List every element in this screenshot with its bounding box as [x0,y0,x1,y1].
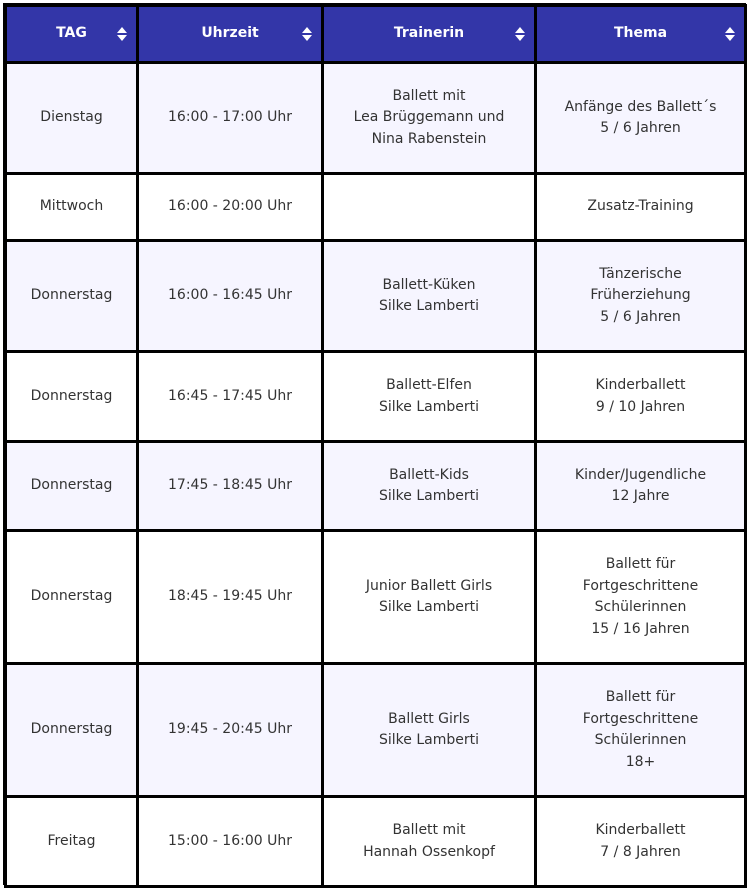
table-row [6,664,746,797]
cell-trainerin-line: Ballett mit [392,87,466,104]
cell-tag: Donnerstag [6,664,138,797]
cell-trainerin-line: Junior Ballett Girls [365,577,493,594]
header-tag[interactable] [6,6,138,63]
cell-trainerin-line: Silke Lamberti [379,488,479,504]
header-label: Trainerin [393,25,465,42]
table-row [6,241,746,352]
cell-tag: Donnerstag [6,241,138,352]
cell-trainerin [323,442,536,531]
cell-tag: Dienstag [6,63,138,174]
header-trainerin[interactable] [323,6,536,63]
cell-trainerin [323,664,536,797]
table-row [6,174,746,241]
cell-thema-line: Tänzerische [599,265,682,282]
cell-thema [536,442,746,531]
sort-arrows-icon [725,26,735,42]
cell-tag: Donnerstag [6,352,138,442]
cell-trainerin [323,531,536,664]
cell-thema-line: 5 / 6 Jahren [600,120,681,136]
schedule-table [4,4,747,888]
table-row [6,442,746,531]
table-row [6,531,746,664]
cell-thema [536,63,746,174]
cell-thema-line: 15 / 16 Jahren [591,620,690,637]
header-label: Thema [613,25,668,42]
cell-trainerin [323,174,536,241]
cell-thema-line: 5 / 6 Jahren [600,308,681,325]
cell-trainerin [323,63,536,174]
cell-trainerin-line: Ballett mit [392,822,466,838]
cell-uhrzeit: 16:00 - 20:00 Uhr [138,174,323,241]
cell-tag: Donnerstag [6,442,138,531]
cell-trainerin-line: Silke Lamberti [379,298,479,314]
cell-thema-line: Kinderballett [595,377,686,393]
cell-trainerin-line: Ballett-Kids [389,466,469,483]
cell-thema-line: 18+ [625,753,656,770]
cell-tag: Donnerstag [6,531,138,664]
cell-thema [536,352,746,442]
cell-thema [536,531,746,664]
sort-arrows-icon [117,26,127,42]
cell-trainerin-line: Ballett-Küken [382,276,476,293]
cell-uhrzeit: 16:00 - 17:00 Uhr [138,63,323,174]
cell-trainerin-line: Ballett Girls [388,710,470,727]
cell-thema-line: Schülerinnen [594,599,687,615]
cell-trainerin-line: Silke Lamberti [379,398,479,415]
cell-trainerin [323,797,536,887]
cell-uhrzeit: 17:45 - 18:45 Uhr [138,442,323,531]
cell-thema-line: Kinderballett [595,822,686,838]
cell-thema-line: Zusatz-Training [587,198,694,215]
cell-trainerin-line: Silke Lamberti [379,599,479,615]
cell-uhrzeit: 18:45 - 19:45 Uhr [138,531,323,664]
cell-trainerin-line: Nina Rabenstein [371,130,487,147]
cell-uhrzeit: 16:00 - 16:45 Uhr [138,241,323,352]
header-thema[interactable] [536,6,746,63]
cell-thema-line: Früherziehung [590,287,691,304]
cell-thema-line: Ballett für [605,689,676,705]
sort-arrows-icon [515,26,525,42]
cell-trainerin-line: Lea Brüggemann und [353,109,505,126]
cell-thema-line: 7 / 8 Jahren [600,843,681,860]
cell-thema-line: Fortgeschrittene [582,710,699,727]
header-uhrzeit[interactable] [138,6,323,63]
cell-thema [536,174,746,241]
cell-uhrzeit: 16:45 - 17:45 Uhr [138,352,323,442]
header-label: Uhrzeit [201,25,259,42]
cell-trainerin [323,352,536,442]
cell-thema-line: Schülerinnen [594,732,687,748]
header-row [6,6,746,63]
cell-uhrzeit: 15:00 - 16:00 Uhr [138,797,323,887]
cell-thema-line: 12 Jahre [611,488,670,504]
cell-thema-line: Kinder/Jugendliche [574,466,707,483]
cell-thema [536,241,746,352]
table-row [6,797,746,887]
table-row [6,63,746,174]
cell-thema-line: 9 / 10 Jahren [595,398,686,415]
cell-uhrzeit: 19:45 - 20:45 Uhr [138,664,323,797]
sort-arrows-icon [302,26,312,42]
cell-tag: Mittwoch [6,174,138,241]
cell-thema [536,797,746,887]
cell-thema [536,664,746,797]
cell-trainerin [323,241,536,352]
cell-trainerin-line: Hannah Ossenkopf [363,843,495,860]
cell-thema-line: Fortgeschrittene [582,577,699,594]
cell-tag: Freitag [6,797,138,887]
cell-trainerin-line: Ballett-Elfen [386,377,472,393]
header-label: TAG [56,25,87,42]
cell-thema-line: Ballett für [605,556,676,572]
cell-thema-line: Anfänge des Ballett´s [564,98,717,115]
cell-trainerin-line: Silke Lamberti [379,732,479,748]
table-row [6,352,746,442]
